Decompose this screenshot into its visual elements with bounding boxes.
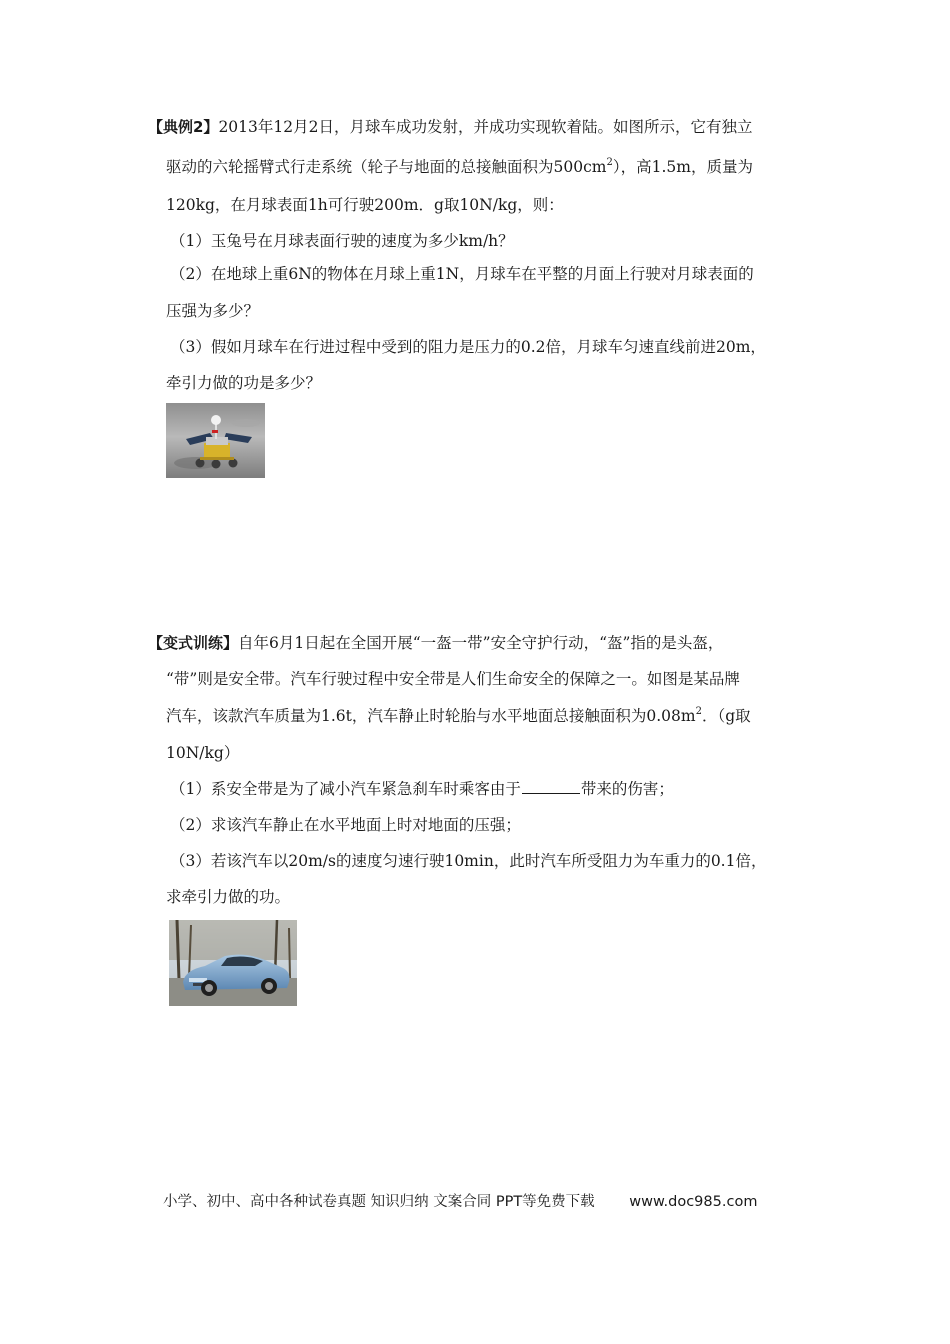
- page-footer: [163, 1190, 757, 1211]
- example2-line2-sup: 2: [606, 156, 613, 168]
- footer-text: 小学、初中、高中各种试卷真题 知识归纳 文案合同 PPT等免费下载: [163, 1194, 595, 1210]
- footer-url-link[interactable]: www.doc985.com: [629, 1194, 758, 1210]
- answer-blank[interactable]: [522, 777, 580, 794]
- example2-question3a: （3）假如月球车在行进过程中受到的阻力是压力的0.2倍，月球车匀速直线前进20m，: [170, 338, 766, 356]
- example2-line1-text: 2013年12月2日，月球车成功发射，并成功实现软着陆。如图所示，它有独立: [218, 118, 753, 136]
- example2-line3: 120kg，在月球表面1h可行驶200m．g取10N/kg，则：: [166, 196, 564, 214]
- car-photo: [169, 920, 297, 1006]
- variant-line4: 10N/kg）: [166, 744, 240, 762]
- variant-line3: [166, 699, 751, 733]
- variant-line3a: 汽车，该款汽车质量为1.6t，汽车静止时轮胎与水平地面总接触面积为0.08m: [166, 707, 696, 725]
- variant-question2: （2）求该汽车静止在水平地面上时对地面的压强；: [170, 816, 521, 834]
- variant-question3b: 求牵引力做的功。: [166, 888, 291, 906]
- example2-question1: （1）玉兔号在月球表面行驶的速度为多少km/h？: [170, 232, 514, 250]
- variant-line3-sup: 2: [695, 705, 702, 717]
- variant-line1-text: 自年6月1日起在全国开展“一盔一带”安全守护行动，“盔”指的是头盔，: [238, 634, 724, 652]
- example2-tag: 【典例2】: [148, 118, 219, 136]
- variant-line1: [148, 626, 723, 660]
- variant-question1b: 带来的伤害；: [580, 780, 674, 798]
- example2-line2: [166, 150, 753, 184]
- variant-question1a: （1）系安全带是为了减小汽车紧急刹车时乘客由于: [170, 780, 521, 798]
- moon-rover-photo: [166, 403, 265, 478]
- example2-line2a: 驱动的六轮摇臂式行走系统（轮子与地面的总接触面积为500cm: [166, 158, 607, 176]
- variant-tag: 【变式训练】: [148, 634, 239, 652]
- example2-question3b: 牵引力做的功是多少？: [166, 374, 322, 392]
- variant-question3a: （3）若该汽车以20m/s的速度匀速行驶10min，此时汽车所受阻力为车重力的0.1倍，: [170, 852, 767, 870]
- variant-line3b: ．（g取: [701, 707, 751, 725]
- variant-line2: “带”则是安全带。汽车行驶过程中安全带是人们生命安全的保障之一。如图是某品牌: [166, 670, 740, 688]
- example2-question2a: （2）在地球上重6N的物体在月球上重1N，月球车在平整的月面上行驶对月球表面的: [170, 265, 754, 283]
- example2-line1: [148, 110, 752, 144]
- example2-question2b: 压强为多少？: [166, 302, 260, 320]
- variant-question1: [170, 772, 674, 806]
- example2-line2b: ），高1.5m，质量为: [612, 158, 753, 176]
